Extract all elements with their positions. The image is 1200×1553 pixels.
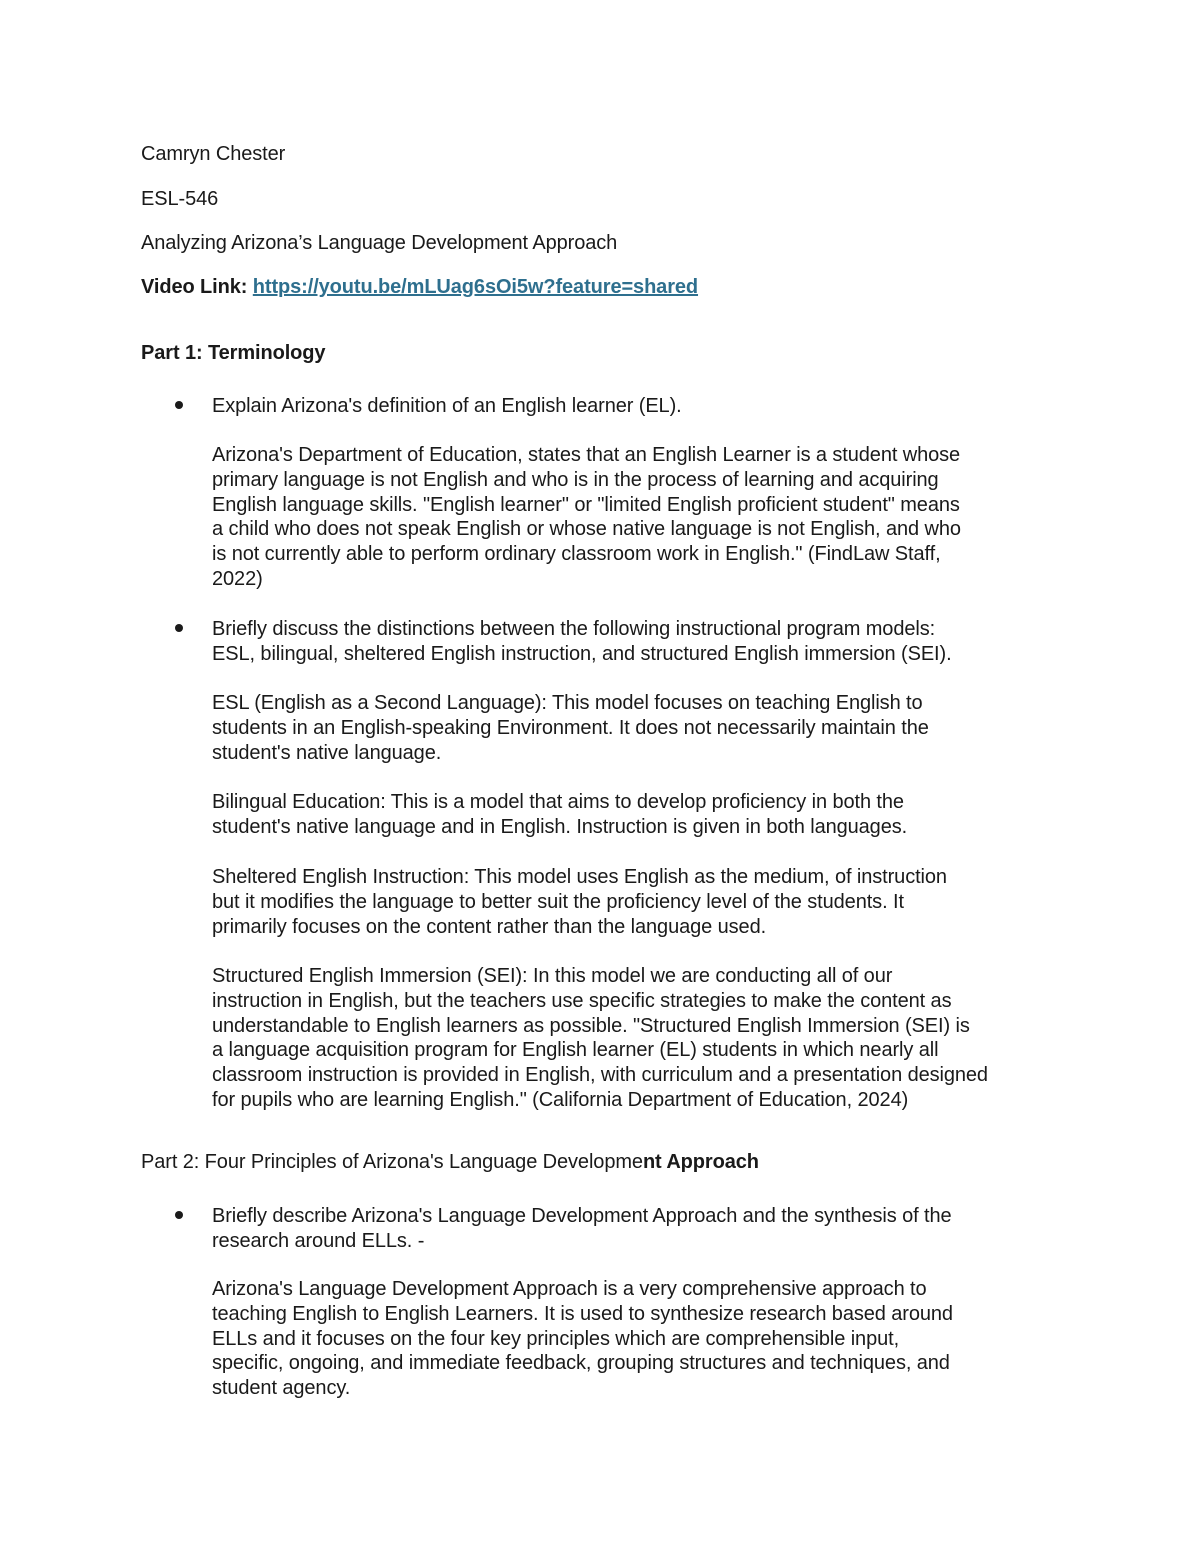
esl-paragraph: ESL (English as a Second Language): This model focuses on teaching English to students in an English-speaking Environment. It does not necessarily maintain the student's native language. — [212, 692, 929, 764]
document-title: Analyzing Arizona’s Language Development Approach — [141, 232, 618, 254]
part1-heading: Part 1: Terminology — [141, 342, 326, 364]
bullet-icon — [175, 1211, 183, 1219]
video-link-line — [141, 275, 698, 299]
bullet-icon — [175, 624, 183, 632]
author-name: Camryn Chester — [141, 143, 286, 165]
bilingual-paragraph: Bilingual Education: This is a model that aims to develop proficiency in both the student's native language and in English. Instruction is given in both languages. — [212, 791, 908, 838]
part1-question-2: Briefly discuss the distinctions between the following instructional program models: ESL, bilingual, sheltered English instruction, and structured English immersion (SEI). — [212, 618, 952, 665]
bullet-icon — [175, 401, 183, 409]
part2-heading — [141, 1150, 759, 1174]
part2-question-1: Briefly describe Arizona's Language Development Approach and the synthesis of the research around ELLs. - — [212, 1205, 952, 1252]
part1-answer-1: Arizona's Department of Education, states that an English Learner is a student whose primary language is not English and who is in the process of learning and acquiring English language skills. "English learner" or "limited English proficient student" means a child who does not speak English or whose native language is not English, and who is not currently able to perform ordinary classroom work in English." (FindLaw Staff, 2022) — [212, 444, 961, 590]
part2-heading-bold: nt Approach — [642, 1151, 759, 1173]
part1-question-1: Explain Arizona's definition of an English learner (EL). — [212, 395, 682, 417]
part2-answer-1: Arizona's Language Development Approach is a very comprehensive approach to teaching English to English Learners. It is used to synthesize research based around ELLs and it focuses on the four key principles which are comprehensible input, specific, ongoing, and immediate feedback, grouping structures and techniques, and student agency. — [212, 1278, 953, 1400]
sheltered-paragraph: Sheltered English Instruction: This model uses English as the medium, of instruction but it modifies the language to better suit the proficiency level of the students. It primarily focuses on the content rather than the language used. — [212, 866, 947, 938]
course-code: ESL-546 — [141, 188, 219, 210]
video-link-label: Video Link: — [141, 276, 248, 298]
part2-heading-plain: Part 2: Four Principles of Arizona's Language Developme — [141, 1151, 643, 1173]
sei-paragraph: Structured English Immersion (SEI): In this model we are conducting all of our instruction in English, but the teachers use specific strategies to make the content as understandable to English learners as possible. "Structured English Immersion (SEI) is a language acquisition program for English learner (EL) students in which nearly all classroom instruction is provided in English, with curriculum and a presentation designed for pupils who are learning English." (California Department of Education, 2024) — [212, 965, 988, 1111]
video-link[interactable]: https://youtu.be/mLUag6sOi5w?feature=shared — [252, 276, 699, 298]
